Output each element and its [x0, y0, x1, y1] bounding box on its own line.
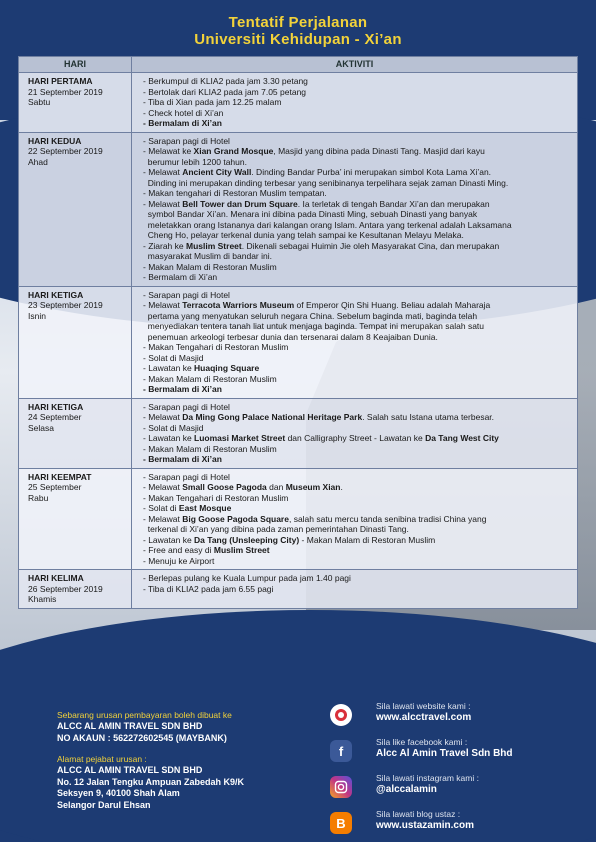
- activity-text: , salah satu mercu tanda senibina tradisi China yang: [288, 513, 487, 524]
- office-company: ALCC AL AMIN TRAVEL SDN BHD: [57, 765, 203, 775]
- activity-line: - Tiba di Xian pada jam 12.25 malam: [143, 97, 282, 107]
- itinerary-table: [18, 56, 578, 609]
- table-row: [19, 286, 577, 398]
- activity-line: [143, 412, 571, 423]
- activity-line: masyarakat Muslim di bandar ini.: [143, 251, 272, 261]
- table-row: [19, 468, 577, 570]
- activity-line: - Sarapan pagi di Hotel: [143, 471, 230, 482]
- table-row: [19, 132, 577, 286]
- activity-text: - Melawat: [143, 513, 183, 524]
- activity-line: meletakkan orang Istananya dari kalangan orang Islam. Antara yang terkenal adalah Laksamana: [143, 219, 512, 230]
- activity-line: [143, 146, 571, 157]
- activity-cell: [132, 399, 577, 468]
- header-hari: HARI: [19, 57, 132, 72]
- instagram-link[interactable]: @alccalamin: [376, 784, 437, 795]
- day-weekday: Khamis: [28, 594, 57, 604]
- page-title: [0, 14, 596, 48]
- highlight-place: Terracota Warriors Museum: [182, 300, 295, 310]
- activity-text: . Ia terletak di tengah Bandar Xi’an dan merupakan: [297, 198, 490, 209]
- facebook-label: Sila like facebook kami :: [376, 737, 468, 747]
- activity-text: - Melawat ke: [143, 146, 194, 156]
- activity-line: - Berkumpul di KLIA2 pada jam 3.30 petang: [143, 76, 308, 86]
- activity-line: - Check hotel di Xi’an: [143, 107, 224, 118]
- activity-line: [143, 199, 571, 210]
- activity-text: - Melawat: [143, 300, 183, 310]
- title-line-1: Tentatif Perjalanan: [228, 14, 368, 31]
- activity-line: - Sarapan pagi di Hotel: [143, 401, 230, 412]
- day-date: 26 September 2019: [28, 583, 103, 594]
- activity-text: - Melawat: [143, 412, 183, 422]
- blog-label: Sila lawati blog ustaz :: [376, 809, 461, 819]
- day-weekday: Sabtu: [28, 97, 51, 107]
- day-date: 22 September 2019: [28, 146, 103, 156]
- activity-line: [143, 433, 571, 444]
- activity-line: symbol Bandar Xi’an. Menara ini dibina pada Dinasti Ming, sebuah Dinasti yang banyak: [143, 209, 478, 219]
- payment-account: NO AKAUN : 562272602545 (MAYBANK): [57, 732, 227, 743]
- activity-line: - Bertolak dari KLIA2 pada jam 7.05 petang: [143, 86, 307, 97]
- activity-text: - Makan Malam di Restoran Muslim: [299, 534, 436, 545]
- highlight-place: Huaqing Square: [194, 363, 260, 373]
- activity-line: - Solat di Masjid: [143, 352, 204, 363]
- table-body: [19, 72, 577, 608]
- day-cell: [19, 73, 132, 132]
- day-weekday: Ahad: [28, 156, 48, 167]
- highlight-place: Da Tang (Unsleeping City): [194, 534, 300, 545]
- activity-text: of Emperor Qin Shi Huang. Beliau adalah Maharaja: [294, 300, 491, 310]
- activity-line: [143, 514, 571, 525]
- title-line-2: Universiti Kehidupan - Xi’an: [194, 31, 402, 48]
- contact-details: [57, 710, 337, 811]
- highlight-place: Bell Tower dan Drum Square: [182, 198, 298, 209]
- day-label: HARI KETIGA: [28, 289, 84, 300]
- activity-line: - Bermalam di Xi’an: [143, 272, 218, 282]
- office-address-1: No. 12 Jalan Tengku Ampuan Zabedah K9/K: [57, 776, 245, 787]
- table-row: [19, 569, 577, 608]
- office-address-2: Seksyen 9, 40100 Shah Alam: [57, 788, 180, 798]
- activity-text: dan Calligraphy Street - Lawatan ke: [285, 433, 426, 443]
- day-date: 23 September 2019: [28, 300, 103, 310]
- activity-cell: [132, 133, 577, 286]
- activity-line: pertama yang menyatukan seluruh negara China. Sebelum baginda mati, baginda telah: [143, 310, 478, 321]
- activity-text: - Free and easy di: [143, 545, 214, 555]
- day-date: 24 September: [28, 412, 82, 422]
- activity-line: [143, 503, 571, 514]
- office-label: Alamat pejabat urusan :: [57, 754, 147, 764]
- activity-line: berumur lebih 1200 tahun.: [143, 156, 247, 167]
- facebook-link[interactable]: Alcc Al Amin Travel Sdn Bhd: [376, 748, 513, 759]
- social-blog[interactable]: [330, 808, 590, 842]
- day-weekday: Isnin: [28, 310, 46, 321]
- facebook-icon: f: [330, 740, 352, 762]
- social-links: [330, 700, 590, 842]
- activity-line: - Makan Malam di Restoran Muslim: [143, 443, 277, 454]
- activity-text: - Melawat: [143, 167, 183, 177]
- day-weekday: Rabu: [28, 492, 49, 503]
- activity-line: - Makan Malam di Restoran Muslim: [143, 373, 277, 384]
- day-cell: [19, 469, 132, 570]
- activity-line: - Sarapan pagi di Hotel: [143, 135, 230, 146]
- blog-link[interactable]: www.ustazamin.com: [376, 820, 474, 831]
- activity-text: , Masjid yang dibina pada Dinasti Tang. Masjid dari kayu: [273, 146, 485, 156]
- activity-text: .: [340, 482, 343, 492]
- activity-line: [143, 535, 571, 546]
- activity-cell: [132, 287, 577, 398]
- highlight-place: Big Goose Pagoda Square: [182, 513, 289, 524]
- social-website[interactable]: [330, 700, 590, 736]
- activity-line: [143, 482, 571, 493]
- website-link[interactable]: www.alcctravel.com: [376, 712, 472, 723]
- activity-text: dan: [266, 482, 286, 492]
- day-date: 21 September 2019: [28, 86, 103, 97]
- activity-line: - Bermalam di Xi’an: [143, 118, 222, 128]
- highlight-place: Da Ming Gong Palace National Heritage Park: [182, 412, 363, 422]
- activity-line: menyediakan tentera tanah liat untuk menjaga baginda. Tempat ini merupakan salah satu: [143, 321, 485, 331]
- day-cell: [19, 399, 132, 468]
- activity-line: [143, 167, 571, 178]
- payment-company: ALCC AL AMIN TRAVEL SDN BHD: [57, 721, 203, 731]
- activity-line: - Sarapan pagi di Hotel: [143, 289, 230, 300]
- activity-text: - Solat di: [143, 503, 179, 513]
- day-cell: [19, 570, 132, 608]
- activity-cell: [132, 570, 577, 608]
- blogger-icon: B: [330, 812, 352, 834]
- day-label: HARI KEEMPAT: [28, 471, 92, 482]
- day-label: HARI PERTAMA: [28, 76, 93, 86]
- table-row: [19, 72, 577, 132]
- activity-cell: [132, 469, 577, 570]
- activity-line: - Berlepas pulang ke Kuala Lumpur pada jam 1.40 pagi: [143, 573, 351, 583]
- activity-line: [143, 300, 571, 311]
- day-label: HARI KETIGA: [28, 401, 84, 412]
- highlight-place: Da Tang West City: [425, 433, 499, 443]
- activity-line: - Makan Tengahari di Restoran Muslim: [143, 492, 289, 503]
- activity-line: [143, 545, 571, 556]
- website-label: Sila lawati website kami :: [376, 701, 471, 711]
- activity-text: - Ziarah ke: [143, 240, 186, 251]
- activity-cell: [132, 73, 577, 132]
- activity-line: terkenal di Xi’an yang dibina pada zaman pemerintahan Dinasti Tang.: [143, 524, 409, 534]
- activity-line: - Menuju ke Airport: [143, 555, 215, 566]
- activity-text: . Salah satu Istana utama terbesar.: [362, 412, 495, 422]
- activity-line: [143, 363, 571, 374]
- social-facebook[interactable]: [330, 736, 590, 772]
- highlight-place: East Mosque: [178, 503, 232, 513]
- activity-line: - Tiba di KLIA2 pada jam 6.55 pagi: [143, 583, 274, 594]
- activity-line: penemuan arkeologi terbesar dunia dan tersenarai dalam 8 Keajaiban Dunia.: [143, 331, 438, 342]
- highlight-place: Muslim Street: [213, 545, 270, 555]
- activity-line: - Makan tengahari di Restoran Muslim tempatan.: [143, 188, 327, 198]
- activity-line: Dinding ini merupakan dinding terbesar yang senibinanya terpelihara sejak zaman Dinasti Ming.: [143, 177, 509, 188]
- payment-note: Sebarang urusan pembayaran boleh dibuat ke: [57, 710, 232, 720]
- activity-line: - Makan Tengahari di Restoran Muslim: [143, 342, 289, 352]
- activity-text: - Melawat: [143, 198, 183, 209]
- highlight-place: Xian Grand Mosque: [193, 146, 274, 156]
- header-aktiviti: AKTIVITI: [335, 59, 374, 69]
- globe-icon: [330, 704, 352, 726]
- activity-text: - Lawatan ke: [143, 363, 195, 373]
- social-instagram[interactable]: [330, 772, 590, 808]
- table-header: [19, 57, 577, 72]
- activity-text: . Dinding Bandar Purba’ ini merupakan simbol Kota Lama Xi’an.: [251, 167, 492, 177]
- highlight-place: Museum Xian: [285, 482, 341, 492]
- day-cell: [19, 133, 132, 286]
- activity-line: - Solat di Masjid: [143, 422, 204, 433]
- highlight-place: Muslim Street: [186, 240, 242, 251]
- activity-line: Cheng Ho, pelayar terkenal dunia yang telah sampai ke Kesultanan Melayu Melaka.: [143, 230, 464, 240]
- activity-text: - Lawatan ke: [143, 534, 195, 545]
- activity-line: - Bermalam di Xi’an: [143, 454, 222, 464]
- highlight-place: Ancient City Wall: [182, 167, 252, 177]
- activity-line: - Makan Malam di Restoran Muslim: [143, 261, 277, 272]
- activity-text: - Melawat: [143, 482, 183, 492]
- day-weekday: Selasa: [28, 422, 54, 433]
- highlight-place: Small Goose Pagoda: [182, 482, 267, 492]
- highlight-place: Luomasi Market Street: [194, 433, 286, 443]
- day-cell: [19, 287, 132, 398]
- activity-line: [143, 241, 571, 252]
- day-label: HARI KEDUA: [28, 135, 82, 146]
- activity-text: - Lawatan ke: [143, 433, 195, 443]
- instagram-label: Sila lawati instagram kami :: [376, 773, 479, 783]
- table-row: [19, 398, 577, 468]
- activity-text: . Dikenali sebagai Huimin Jie oleh Masyarakat Cina, dan merupakan: [241, 240, 500, 251]
- instagram-icon: [330, 776, 352, 798]
- activity-line: - Bermalam di Xi’an: [143, 384, 222, 394]
- day-date: 25 September: [28, 482, 82, 492]
- day-label: HARI KELIMA: [28, 573, 84, 583]
- office-address-3: Selangor Darul Ehsan: [57, 799, 151, 810]
